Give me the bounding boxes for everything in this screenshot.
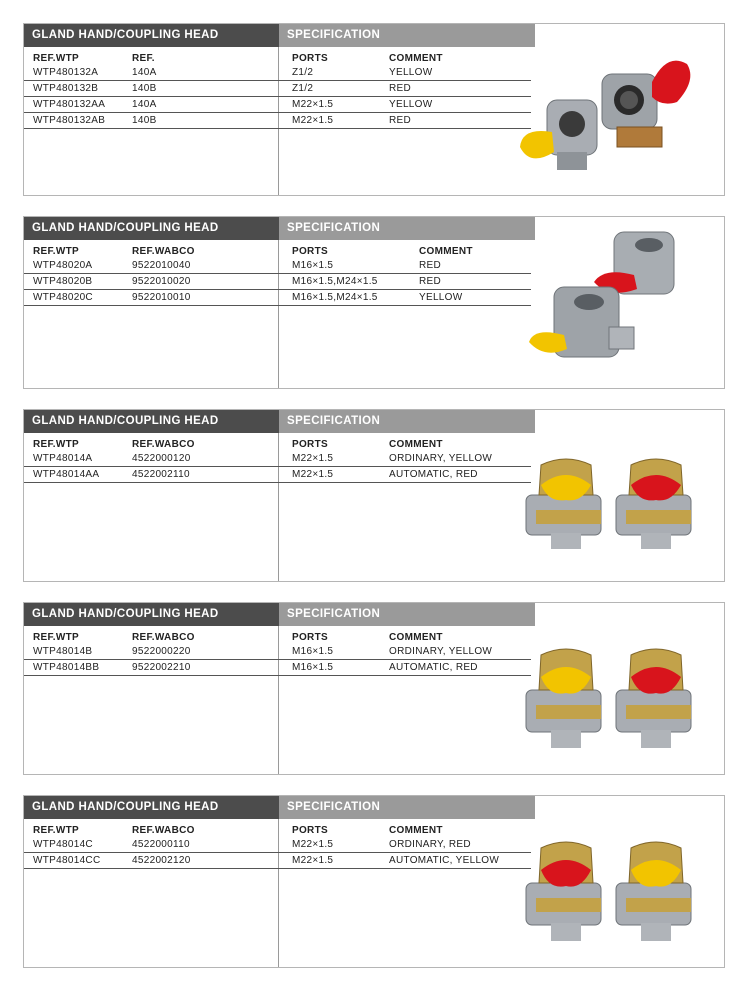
col-ref-wtp: REF.WTP <box>33 632 79 643</box>
ref-cell: 9522010040 <box>132 260 191 271</box>
table-row <box>24 113 279 129</box>
spec-header-row <box>279 246 531 258</box>
ref-cell: 140B <box>132 83 157 94</box>
spec-header-row <box>279 632 531 644</box>
product-card-3 <box>23 409 725 582</box>
ports-cell: M22×1.5 <box>292 453 334 464</box>
table-row <box>24 837 279 853</box>
table-row <box>279 290 531 306</box>
table-row <box>279 644 531 660</box>
comment-cell: AUTOMATIC, RED <box>389 662 478 673</box>
product-photo <box>512 52 707 177</box>
ref-cell: 140A <box>132 67 157 78</box>
product-photo <box>521 838 711 946</box>
spec-table <box>279 246 531 306</box>
section-title: GLAND HAND/COUPLING HEAD <box>24 603 279 626</box>
ref-cell: 9522000220 <box>132 646 191 657</box>
comment-cell: RED <box>419 260 442 271</box>
spec-header-row <box>279 825 531 837</box>
table-row <box>279 467 531 483</box>
col-ref-wtp: REF.WTP <box>33 53 79 64</box>
table-row <box>24 451 279 467</box>
spec-table <box>279 632 531 676</box>
col-ref-wtp: REF.WTP <box>33 246 79 257</box>
spec-table <box>279 825 531 869</box>
table-row <box>279 853 531 869</box>
ref-cell: 9522010020 <box>132 276 191 287</box>
ports-cell: M22×1.5 <box>292 839 334 850</box>
comment-cell: YELLOW <box>389 67 433 78</box>
section-title: GLAND HAND/COUPLING HEAD <box>24 410 279 433</box>
table-row <box>279 65 531 81</box>
ports-cell: M16×1.5,M24×1.5 <box>292 292 378 303</box>
col-ports: PORTS <box>292 439 328 450</box>
ref-wtp-cell: WTP48014A <box>33 453 93 464</box>
spec-title: SPECIFICATION <box>279 24 535 47</box>
ref-table <box>24 632 279 676</box>
col-ports: PORTS <box>292 53 328 64</box>
spec-header-row <box>279 439 531 451</box>
table-row <box>24 97 279 113</box>
ref-wtp-cell: WTP480132AB <box>33 115 106 126</box>
ref-cell: 4522002110 <box>132 469 190 480</box>
product-photo <box>509 227 709 379</box>
ports-cell: Z1/2 <box>292 83 314 94</box>
table-row <box>24 65 279 81</box>
ref-wtp-cell: WTP480132AA <box>33 99 106 110</box>
section-title: GLAND HAND/COUPLING HEAD <box>24 217 279 240</box>
comment-cell: RED <box>419 276 442 287</box>
col-ref-wtp: REF.WTP <box>33 825 79 836</box>
ref-cell: 9522010010 <box>132 292 191 303</box>
ref-table <box>24 53 279 129</box>
ref-header-row <box>24 246 279 258</box>
ports-cell: M16×1.5 <box>292 662 334 673</box>
col-ports: PORTS <box>292 632 328 643</box>
ref-header-row <box>24 439 279 451</box>
ports-cell: Z1/2 <box>292 67 314 78</box>
col-comment: COMMENT <box>389 439 443 450</box>
ports-cell: M22×1.5 <box>292 99 334 110</box>
ref-cell: 140B <box>132 115 157 126</box>
col-ref-wabco: REF.WABCO <box>132 246 195 257</box>
ports-cell: M22×1.5 <box>292 469 334 480</box>
ref-table <box>24 439 279 483</box>
ref-cell: 4522000110 <box>132 839 190 850</box>
table-row <box>279 81 531 97</box>
ref-header-row <box>24 53 279 65</box>
table-row <box>24 258 279 274</box>
spec-title: SPECIFICATION <box>279 217 535 240</box>
comment-cell: YELLOW <box>419 292 463 303</box>
ref-wtp-cell: WTP48020B <box>33 276 93 287</box>
col-ref-wabco: REF.WABCO <box>132 439 195 450</box>
comment-cell: YELLOW <box>389 99 433 110</box>
col-comment: COMMENT <box>389 53 443 64</box>
table-row <box>24 853 279 869</box>
ref-wtp-cell: WTP480132A <box>33 67 99 78</box>
ref-cell: 4522002120 <box>132 855 191 866</box>
col-ref-wtp: REF.WTP <box>33 439 79 450</box>
ports-cell: M16×1.5 <box>292 646 334 657</box>
col-comment: COMMENT <box>389 632 443 643</box>
ref-cell: 4522000120 <box>132 453 191 464</box>
ports-cell: M16×1.5,M24×1.5 <box>292 276 378 287</box>
product-card-5 <box>23 795 725 968</box>
product-card-4 <box>23 602 725 775</box>
spec-title: SPECIFICATION <box>279 603 535 626</box>
product-photo <box>521 645 711 753</box>
ports-cell: M16×1.5 <box>292 260 334 271</box>
col-comment: COMMENT <box>389 825 443 836</box>
ports-cell: M22×1.5 <box>292 115 334 126</box>
table-row <box>24 660 279 676</box>
comment-cell: ORDINARY, RED <box>389 839 471 850</box>
ports-cell: M22×1.5 <box>292 855 334 866</box>
comment-cell: AUTOMATIC, RED <box>389 469 478 480</box>
comment-cell: ORDINARY, YELLOW <box>389 453 493 464</box>
col-ref: REF. <box>132 53 155 64</box>
table-row <box>24 467 279 483</box>
spec-header-row <box>279 53 531 65</box>
table-row <box>279 113 531 129</box>
table-row <box>24 644 279 660</box>
col-ports: PORTS <box>292 246 328 257</box>
ref-table <box>24 246 279 306</box>
ref-wtp-cell: WTP48014BB <box>33 662 100 673</box>
ref-header-row <box>24 825 279 837</box>
col-ref-wabco: REF.WABCO <box>132 632 195 643</box>
ref-wtp-cell: WTP48020C <box>33 292 93 303</box>
comment-cell: ORDINARY, YELLOW <box>389 646 493 657</box>
section-title: GLAND HAND/COUPLING HEAD <box>24 24 279 47</box>
col-comment: COMMENT <box>419 246 473 257</box>
table-row <box>24 290 279 306</box>
ref-cell: 140A <box>132 99 157 110</box>
table-row <box>24 81 279 97</box>
product-card-1 <box>23 23 725 196</box>
product-photo <box>521 455 711 555</box>
comment-cell: RED <box>389 115 412 126</box>
ref-wtp-cell: WTP480132B <box>33 83 99 94</box>
product-card-2 <box>23 216 725 389</box>
ref-wtp-cell: WTP48014CC <box>33 855 101 866</box>
col-ports: PORTS <box>292 825 328 836</box>
spec-title: SPECIFICATION <box>279 796 535 819</box>
spec-table <box>279 439 531 483</box>
table-row <box>279 97 531 113</box>
section-title: GLAND HAND/COUPLING HEAD <box>24 796 279 819</box>
table-row <box>279 660 531 676</box>
ref-wtp-cell: WTP48014AA <box>33 469 100 480</box>
table-row <box>279 274 531 290</box>
comment-cell: AUTOMATIC, YELLOW <box>389 855 500 866</box>
spec-title: SPECIFICATION <box>279 410 535 433</box>
ref-table <box>24 825 279 869</box>
table-row <box>24 274 279 290</box>
comment-cell: RED <box>389 83 412 94</box>
table-row <box>279 837 531 853</box>
ref-wtp-cell: WTP48014B <box>33 646 93 657</box>
spec-table <box>279 53 531 129</box>
ref-wtp-cell: WTP48014C <box>33 839 93 850</box>
table-row <box>279 258 531 274</box>
ref-cell: 9522002210 <box>132 662 191 673</box>
ref-header-row <box>24 632 279 644</box>
ref-wtp-cell: WTP48020A <box>33 260 93 271</box>
table-row <box>279 451 531 467</box>
col-ref-wabco: REF.WABCO <box>132 825 195 836</box>
